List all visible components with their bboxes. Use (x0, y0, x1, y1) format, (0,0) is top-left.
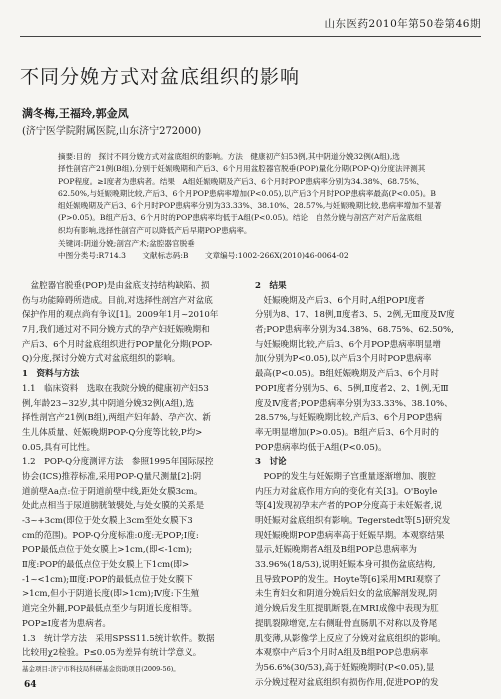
right-column (255, 279, 481, 690)
body-text-line: 7月,我们通过对不同分娩方式的孕产妇妊娠晚期和 (22, 325, 210, 336)
body-text-line: -3~+3cm(即位于处女膜上3cm至处女膜下3 (22, 516, 193, 526)
affiliation: (济宁医学院附属医院,山东济宁272000) (22, 126, 202, 137)
body-text-line: -1~<1cm);Ⅲ度:POP的最低点位于处女膜下 (22, 574, 193, 585)
abstract-line: (P>0.05)。B组产后3、6个月时的POP患病率均低于A组(P<0.05)。结论 自然分娩与剖宫产对产后盆底组 (58, 213, 422, 223)
body-text-line: 率无明显增加(P>0.05)。B组产后3、6个月时的 (255, 427, 439, 438)
keywords: 关键词:阴道分娩;剖宫产术;盆腔器官脱垂 (58, 239, 195, 249)
authors: 满冬梅,王福玲,郭金凤 (22, 107, 129, 120)
clc-number: 中图分类号:R714.3 (58, 251, 126, 261)
body-text-line: 择性剖宫产21例(B组),两组产妇年龄、孕产次、新 (22, 413, 211, 424)
body-text-line: 与妊娠晚期比较,产后3、6个月POP患病率明显增 (255, 339, 441, 350)
abstract-body (58, 151, 452, 237)
body-text-line: POP最低点位于处女膜上>1cm,(即<-1cm); (22, 545, 193, 556)
body-text-line: Q)分度,探讨分娩方式对盆底组织的影响。 (22, 354, 181, 365)
abstract (58, 151, 452, 263)
page-number: 64 (24, 680, 37, 690)
running-header (20, 10, 481, 37)
journal-info: 山东医药2010年第50卷第46期 (324, 18, 481, 30)
body-text-line: 28.57%,与妊娠晚期比较,产后3、6个月POP患病 (255, 413, 443, 424)
body-text-line: 道前壁Aa点:位于阴道前壁中线,距处女膜3cm。 (22, 486, 203, 497)
body-text-line: 1.2 POP-Q分度测评方法 参照1995年国际尿控 (22, 457, 214, 468)
body-text-line: 明妊娠对盆底组织有影响。Tegerstedt等[5]研究发 (255, 516, 451, 526)
left-column (22, 279, 248, 661)
body-text-line: 处此点相当于尿道膀胱皱襞处,与处女膜的关系是 (22, 501, 205, 512)
body-text-line: 者;POP患病率分别为34.38%、68.75%、62.50%, (255, 325, 454, 336)
body-text-line: 为56.6%(30/53),高于妊娠晚期时(P<0.05),显 (255, 662, 435, 673)
footnote: 基金项目:济宁市科技局科研基金资助项目(2009-56)。 (22, 665, 180, 673)
abstract-line: 择性剖宫产21例(B组),分别于妊娠晚期和产后3、6个月用盆腔器官脱垂(POP)量化分期(POP-Q)分度法评测其 (58, 164, 426, 174)
body-text-line: 肌变薄,从影像学上反应了分娩对盆底组织的影响。 (255, 633, 446, 644)
body-text-line: 且导致POP的发生。Hoyte等[6]采用MRI观察了 (255, 574, 442, 585)
body-text-line: 3 讨论 (255, 457, 287, 468)
body-text-line: 等[4]发现初孕末产者的POP分度高于未妊娠者,说 (255, 501, 443, 512)
abstract-line: 62.50%,与妊娠晚期比较,产后3、6个月POP患病率增加(P<0.05),以产后3个月时POP患病率最高(P<0.05)。B (58, 188, 436, 198)
body-text-line: 生儿体质量、妊娠晚期POP-Q分度等比较,P均> (22, 427, 203, 438)
body-text-line: POP患病率均低于A组(P<0.05)。 (255, 442, 387, 453)
body-text-line: 盆腔器官脱垂(POP)是由盆底支持结构缺陷、损 (22, 281, 210, 291)
abstract-line: 组妊娠晚期及产后3、6个月时POP患病率分别为33.33%、38.10%、28.57%,与妊娠晚期比较,患病率增加不显著 (58, 201, 442, 211)
body-text-line: 1 资料与方法 (22, 369, 80, 380)
body-text-line: 伤与功能障碍所造成。目前,对选择性剖宫产对盆底 (22, 295, 213, 306)
body-text-line: 本观察中产后3个月时A组及B组POP总患病率 (255, 648, 429, 659)
body-text-line: 提肌裂隙增宽,左右侧耻骨直肠肌不对称以及脊尾 (255, 618, 438, 629)
body-text-line: POP的发生与妊娠期子宫重量逐渐增加、腹腔 (255, 471, 436, 482)
article-title: 不同分娩方式对盆底组织的影响 (20, 66, 301, 88)
body-text-line: POP≥Ⅰ度者为患病者。 (22, 618, 111, 629)
body-text-line: 保护作用的观点尚有争议[1]。2009年1月~2010年 (22, 310, 219, 321)
footnote-rule (22, 661, 102, 662)
body-text-line: 道完全外翻,POP最低点至少与阴道长度相等。 (22, 604, 198, 615)
body-text-line: 道分娩后发生肛提肌断裂,在MRI成像中表现为肛 (255, 604, 439, 615)
article-number: 文章编号:1002-266X(2010)46-0064-02 (204, 251, 349, 261)
abstract-line: 织均有影响,选择性剖宫产可以降低产后早期POP患病率。 (58, 225, 252, 235)
body-text-line: 比较用χ2检验。P≤0.05为差异有统计学意义。 (22, 648, 202, 659)
body-text-line: 产后3、6个月时盆底组织进行POP量化分期(POP- (22, 339, 213, 350)
body-text-line: 例,年龄23~32岁,其中阴道分娩32例(A组),选 (22, 398, 194, 409)
body-text-line: 显示,妊娠晚期者A组及B组POP总患病率为 (255, 545, 417, 556)
body-text-line: 度及Ⅳ度者;POP患病率分别为33.33%、38.10%、 (255, 398, 453, 409)
document-code: 文献标志码:B (142, 251, 189, 261)
body-text-line: 现妊娠晚期POP患病率高于妊娠早期。本观察结果 (255, 530, 445, 541)
body-text-line: 示分娩过程对盆底组织有损伤作用,促进POP的发 (255, 677, 439, 688)
classification-line (58, 250, 452, 262)
body-text-line: Ⅱ度:POP的最低点位于处女膜上下1cm(即> (22, 560, 190, 571)
body-text-line: 妊娠晚期及产后3、6个月时,A组POPⅠ度者 (255, 295, 425, 306)
body-text-line: >1cm,但小于阴道长度(即>1cm);Ⅳ度:下生殖 (22, 589, 200, 600)
body-text-line: 1.1 临床资料 选取在我院分娩的健康初产妇53 (22, 383, 209, 394)
body-text-line: 1.3 统计学方法 采用SPSS11.5统计软件。数据 (22, 633, 215, 644)
body-text-line: 协会(ICS)推荐标准,采用POP-Q量尺测量[2]:阴 (22, 471, 202, 482)
body-text-line: 内压力对盆底作用方向的变化有关[3]。O'Boyle (255, 486, 438, 497)
body-text-line: POPⅠ度者分别为5、6、5例,Ⅱ度者2、2、1例,无Ⅲ (255, 383, 449, 394)
body-text-line: 2 结果 (255, 281, 287, 291)
abstract-line: 摘要:目的 探讨不同分娩方式对盆底组织的影响。方法 健康初产妇53例,其中阴道分娩32例(A组),选 (58, 152, 400, 161)
body-text-line: cm的范围)。POP-Q分度标准:0度:无POP;Ⅰ度: (22, 530, 199, 541)
body-text-line: 0.05,具有可比性。 (22, 442, 96, 453)
body-text-line: 分别为8、17、18例,Ⅱ度者3、5、2例,无Ⅲ度及Ⅳ度 (255, 310, 455, 321)
body-text-line: 33.96%(18/53),说明妊娠本身可损伤盆底结构, (255, 560, 436, 571)
abstract-line: POP程度。≥Ⅰ度者为患病者。结果 A组妊娠晚期及产后3、6个月时POP患病率分别为34.38%、68.75%、 (58, 176, 424, 186)
body-text-line: 最高(P<0.05)。B组妊娠晚期及产后3、6个月时 (255, 369, 439, 380)
body-text-line: 未生育妇女和阴道分娩后妇女的盆底解剖发现,阴 (255, 589, 438, 600)
body-text-line: 加(分别为P<0.05),以产后3个月时POP患病率 (255, 354, 432, 365)
